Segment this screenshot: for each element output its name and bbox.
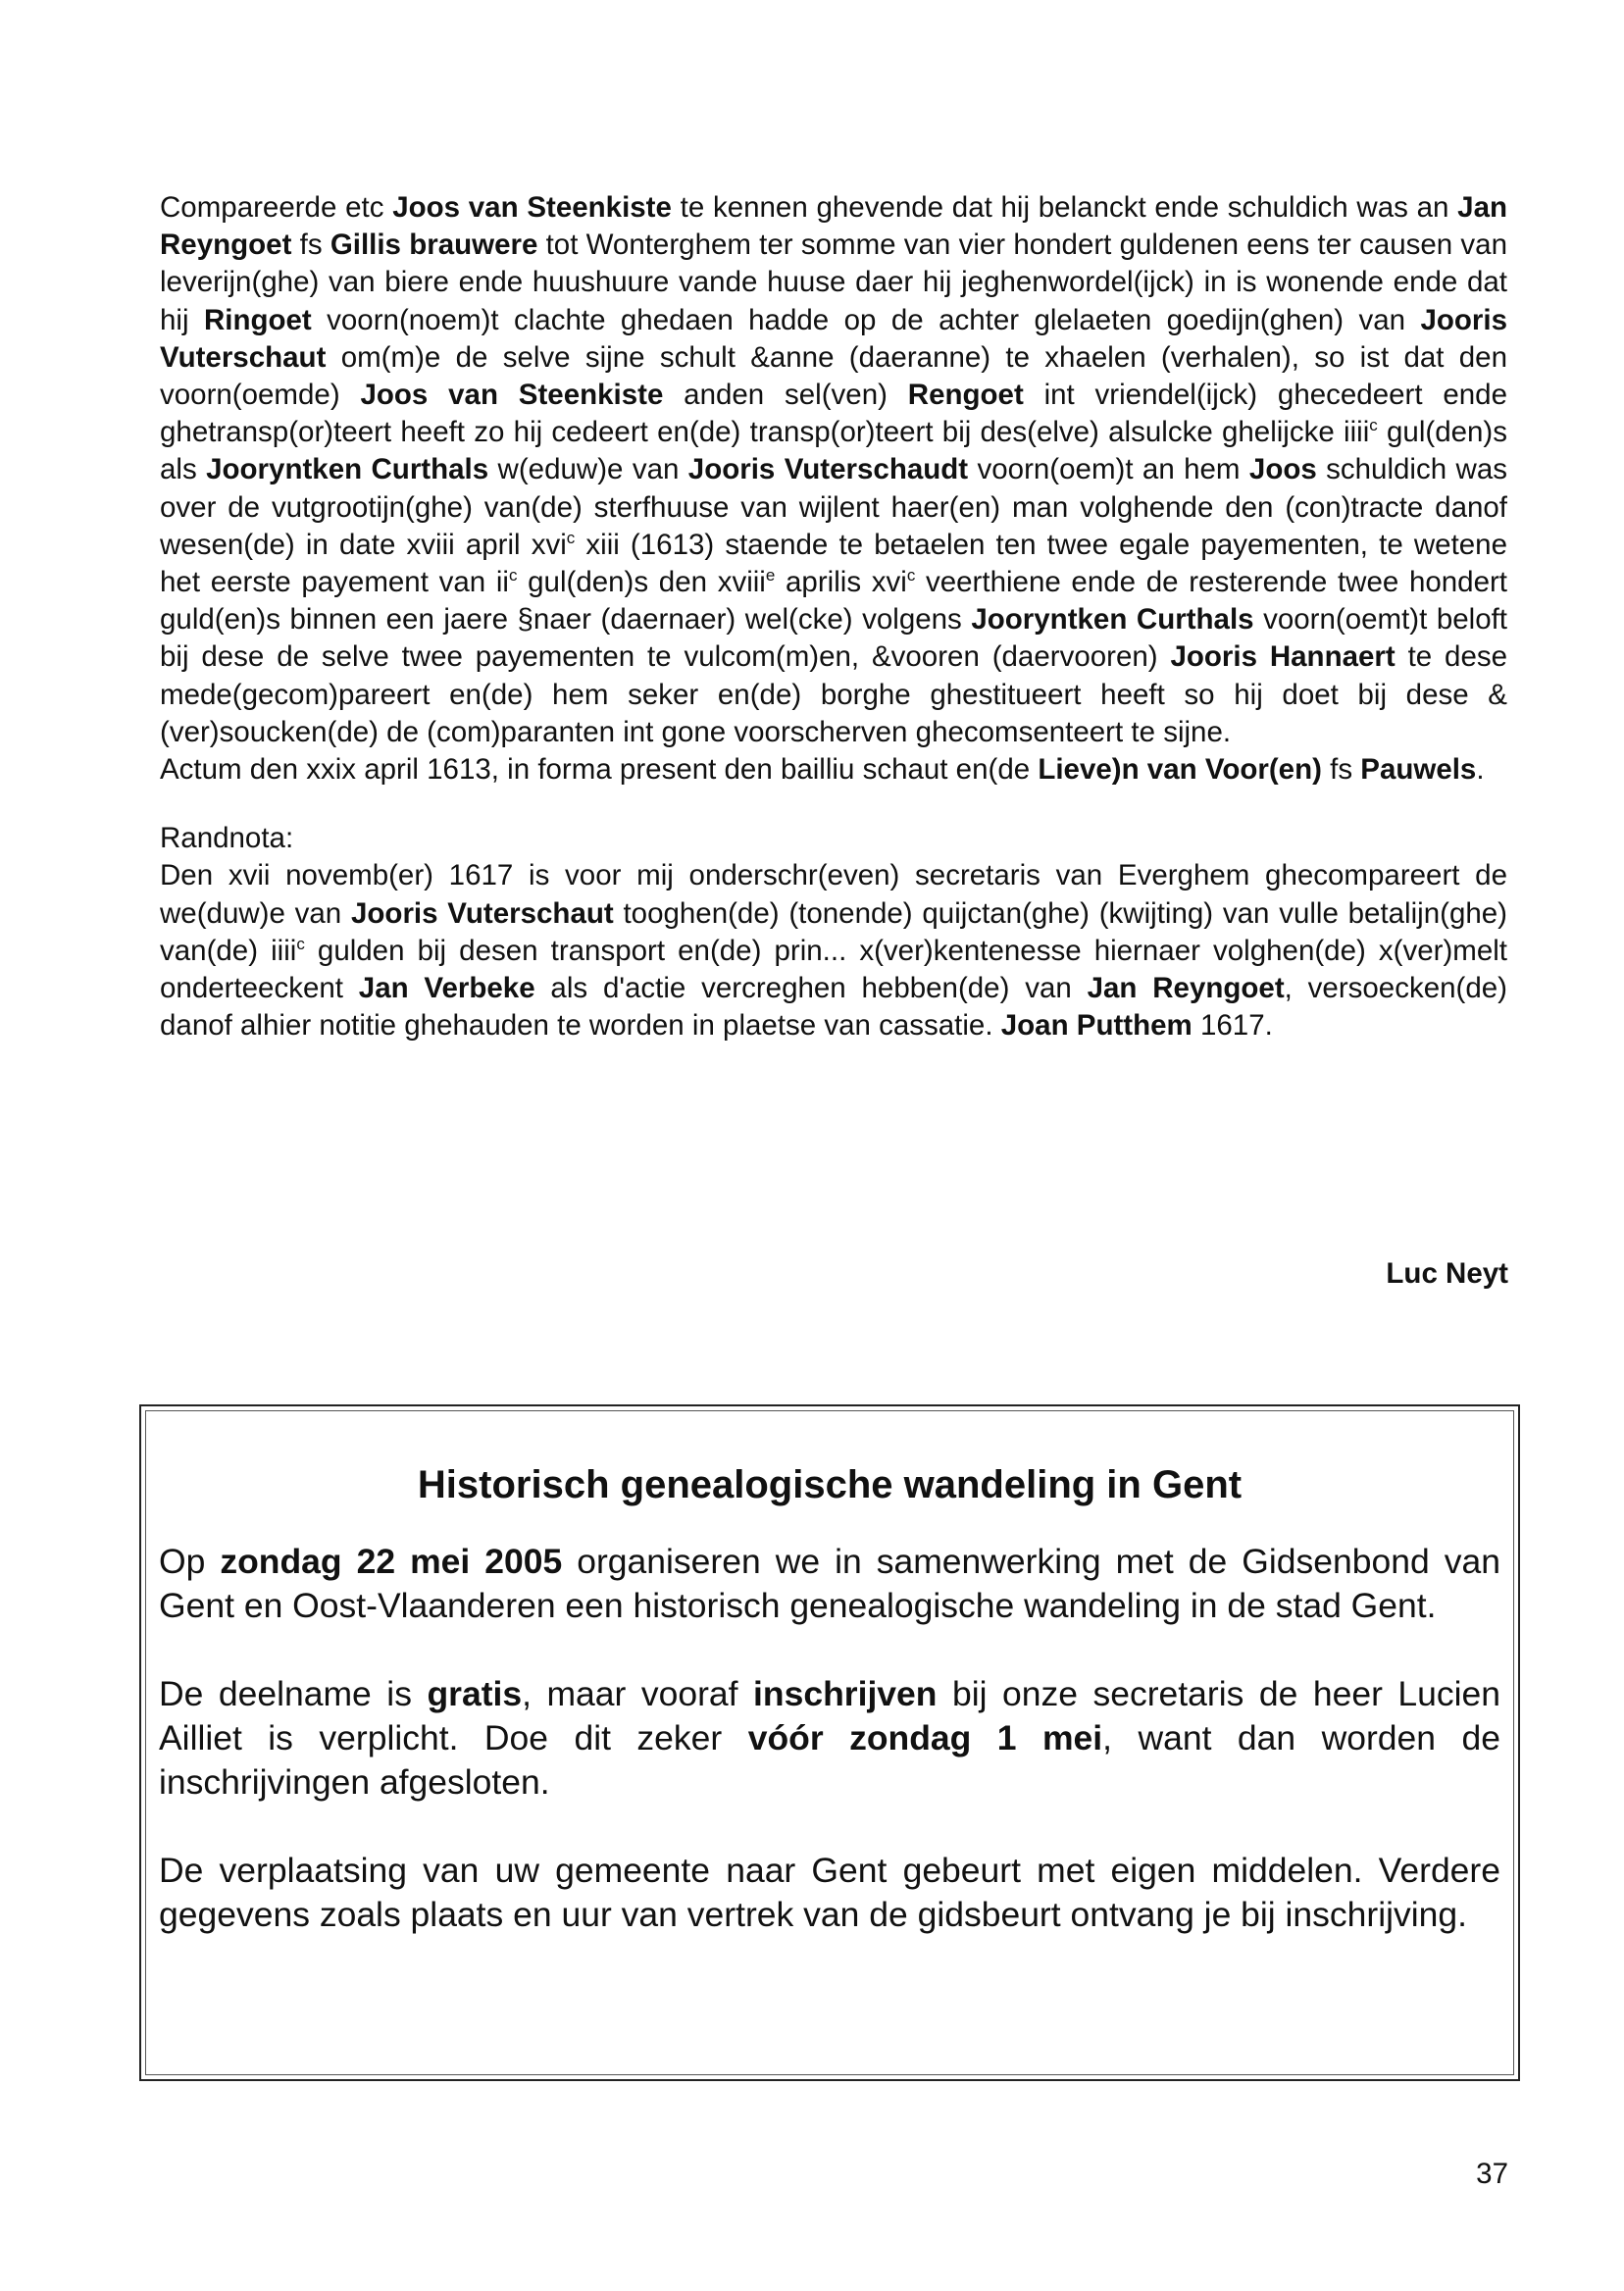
text-run: tot Wonterghem ter somme van vier hondert guldenen eens ter causen van leverijn(ghe) van biere ende huushuure vande huuse daer hij jeghenwordel(ijck) in is wonende ende dat hij: [160, 229, 1507, 336]
text-run: , want dan worden de inschrijvingen afgesloten.: [159, 1718, 1500, 1802]
announcement-paragraph: [159, 1849, 1500, 1937]
text-run: Op: [159, 1542, 221, 1581]
text-run: gul(den)s den xviii: [517, 566, 766, 599]
announcement-paragraph: [159, 1672, 1500, 1805]
bold-name: Joan Putthem: [1000, 1009, 1193, 1043]
announcement-title: Historisch genealogische wandeling in Gent: [417, 1463, 1243, 1506]
text-run: tooghen(de) (tonende) quijctan(ghe) (kwijting) van vulle betalijn(ghe) van(de) iiii: [160, 896, 1507, 967]
text-run: organiseren we in samenwerking met de Gidsenbond van Gent en Oost-Vlaanderen een historisch genealogische wandeling in de stad Gent.: [159, 1542, 1500, 1625]
text-run: , versoecken(de) danof alhier notitie ghehauden te worden in plaetse van cassatie.: [160, 972, 1507, 1043]
announcement-box: [139, 1404, 1520, 2081]
bold-name: Joos: [1248, 453, 1317, 486]
bold-name: Jan Verbeke: [358, 972, 535, 1005]
bold-name: Jooris Vuterschaudt: [687, 453, 969, 486]
bold-name: Jooris Vuterschaut: [351, 896, 614, 930]
bold-name: Joos van Steenkiste: [360, 379, 664, 412]
text-run: w(eduw)e van: [488, 453, 688, 486]
margin-note-label: [160, 820, 1507, 857]
bold-name: Pauwels: [1360, 753, 1477, 787]
text-run: anden sel(ven): [663, 379, 908, 412]
bold-name: Jooryntken Curthals: [206, 453, 489, 486]
superscript: c: [906, 566, 916, 585]
text-run: int vriendel(ijck) ghecedeert ende ghetransp(or)teert heeft zo hij cedeert en(de) transp(or)teert bij des(elve) alsulcke ghelijcke iiii: [160, 379, 1507, 449]
text-run: .: [1476, 753, 1485, 787]
bold-name: inschrijven: [753, 1674, 938, 1713]
text-run: als d'actie vercreghen hebben(de) van: [534, 972, 1088, 1005]
text-run: voorn(oem)t an hem: [968, 453, 1249, 486]
text-run: , maar vooraf: [522, 1674, 754, 1713]
bold-name: vóór zondag 1 mei: [747, 1718, 1103, 1757]
bold-name: zondag 22 mei 2005: [220, 1542, 563, 1581]
bold-name: Gillis brauwere: [330, 229, 538, 262]
text-run: schuldich was over de vutgrootijn(ghe) van(de) sterfhuuse van wijlent haer(en) man volghende den (con)tracte danof wesen(de) in date xviii april xvi: [160, 453, 1507, 561]
bold-name: Lieve)n van Voor(en): [1038, 753, 1322, 787]
text-run: te dese mede(gecom)pareert en(de) hem seker en(de) borghe ghestitueert heeft so hij doet bij dese &(ver)soucken(de) de (com)paranten int gone voorscherven ghecomsenteert te sijne.: [160, 640, 1508, 748]
bold-name: gratis: [427, 1674, 523, 1713]
deed-paragraph: [160, 189, 1507, 751]
superscript: c: [508, 566, 518, 585]
text-run: te kennen ghevende dat hij belanckt ende schuldich was an: [671, 191, 1458, 224]
text-run: fs: [1321, 753, 1361, 787]
bold-name: Joos van Steenkiste: [392, 191, 672, 224]
text-run: voorn(oemt)t beloft bij dese de selve twee payementen te vulcom(m)en, &vooren (daervooren): [160, 603, 1507, 674]
bold-name: Jan Reyngoet: [160, 191, 1508, 262]
superscript: c: [296, 934, 305, 953]
text-run: gulden bij desen transport en(de) prin... x(ver)kentenesse hiernaer volghen(de) x(ver)melt onderteeckent: [160, 934, 1507, 1005]
text-run: aprilis xvi: [775, 566, 907, 599]
text-run: Compareerde etc: [160, 191, 393, 224]
text-run: De deelname is: [159, 1674, 428, 1713]
text-run: Randnota:: [160, 822, 294, 855]
text-run: gul(den)s als: [160, 416, 1507, 486]
text-run: 1617.: [1192, 1009, 1273, 1043]
text-run: fs: [291, 229, 330, 262]
announcement-paragraph: [159, 1540, 1500, 1628]
text-run: bij onze secretaris de heer Lucien Ailliet is verplicht. Doe dit zeker: [159, 1674, 1501, 1757]
text-run: voorn(noem)t clachte ghedaen hadde op de achter glelaeten goedijn(ghen) van: [311, 303, 1421, 336]
text-run: xiii (1613) staende te betaelen ten twee egale payementen, te wetene het eerste payement van ii: [160, 528, 1507, 599]
text-run: Den xvii novemb(er) 1617 is voor mij onderschr(even) secretaris van Everghem ghecompareert de we(duw)e van: [160, 859, 1507, 930]
text-run: om(m)e de selve sijne schult &anne (daeranne) te xhaelen (verhalen), so ist dat den voorn(oemde): [160, 340, 1507, 412]
deed-actum-paragraph: [160, 751, 1507, 789]
bold-name: Rengoet: [907, 379, 1024, 412]
text-run: veerthiene ende de resterende twee hondert guld(en)s binnen een jaere §naer (daernaer) wel(cke) volgens: [160, 566, 1507, 636]
deed-transcription: [160, 189, 1507, 1044]
page-number: 37: [1476, 2158, 1508, 2190]
text-run: De verplaatsing van uw gemeente naar Gent gebeurt met eigen middelen. Verdere gegevens zoals plaats en uur van vertrek van de gidsbeurt ontvang je bij inschrijving.: [159, 1851, 1500, 1934]
superscript: c: [1369, 416, 1378, 435]
bold-name: Ringoet: [203, 303, 312, 336]
bold-name: Jooris Hannaert: [1170, 640, 1396, 674]
announcement-body: [159, 1540, 1500, 1981]
author-signature: Luc Neyt: [1386, 1257, 1508, 1290]
bold-name: Jooris Vuterschaut: [160, 303, 1507, 374]
text-run: Actum den xxix april 1613, in forma present den bailliu schaut en(de: [160, 753, 1039, 787]
margin-note-paragraph: [160, 857, 1507, 1044]
bold-name: Jooryntken Curthals: [971, 603, 1254, 636]
bold-name: Jan Reyngoet: [1087, 972, 1285, 1005]
superscript: e: [765, 566, 776, 585]
superscript: c: [566, 528, 576, 547]
